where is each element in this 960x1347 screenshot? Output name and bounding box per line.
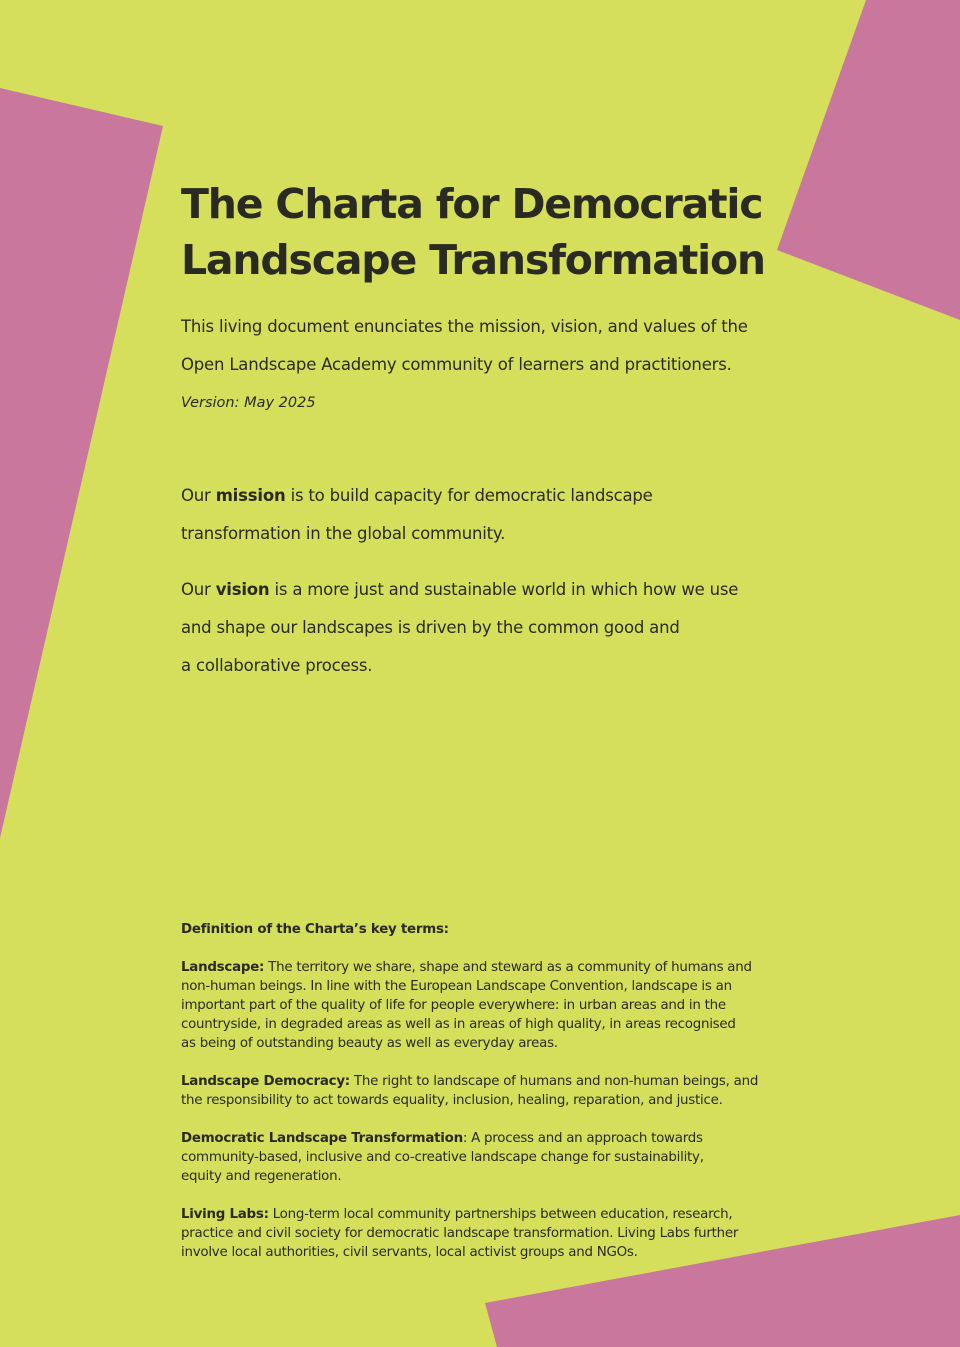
definition-landscape-line-4: countryside, in degraded areas as well as in areas of high quality, in areas recognised — [181, 1017, 736, 1032]
document-title — [181, 176, 821, 288]
vision-line-3: a collaborative process. — [181, 656, 373, 675]
mission-post: is to build capacity for democratic landscape — [285, 486, 653, 505]
definition-democratic-landscape-transformation — [181, 1129, 811, 1186]
definition-living-labs-line-1 — [181, 1205, 811, 1224]
intro-line-2: Open Landscape Academy community of learners and practitioners. — [181, 355, 732, 374]
intro-line-1: This living document enunciates the mission, vision, and values of the — [181, 317, 748, 336]
definition-landscape-line-3: important part of the quality of life for people everywhere: in urban areas and in the — [181, 998, 726, 1013]
definition-dlt-line-1 — [181, 1129, 811, 1148]
term-landscape-democracy: Landscape Democracy: — [181, 1074, 350, 1089]
definitions-heading: Definition of the Charta’s key terms: — [181, 922, 449, 937]
definition-text: Long-term local community partnerships between education, research, — [268, 1207, 733, 1222]
definition-text: The right to landscape of humans and non-human beings, and — [349, 1074, 759, 1089]
definition-living-labs-line-2: practice and civil society for democratic landscape transformation. Living Labs further — [181, 1226, 739, 1241]
definition-landscape-line-1 — [181, 958, 811, 977]
definition-text: : A process and an approach towards — [462, 1131, 703, 1146]
version-label: Version: May 2025 — [181, 395, 316, 411]
intro-paragraph — [181, 308, 821, 384]
vision-line-2: and shape our landscapes is driven by the common good and — [181, 618, 680, 637]
vision-statement — [181, 571, 821, 685]
pink-shape-left — [0, 88, 163, 838]
definition-landscape-line-2: non-human beings. In line with the European Landscape Convention, landscape is an — [181, 979, 732, 994]
definition-landscape — [181, 958, 811, 1053]
definition-dlt-line-3: equity and regeneration. — [181, 1169, 342, 1184]
title-line-1: The Charta for Democratic — [181, 180, 763, 228]
mission-keyword: mission — [215, 486, 286, 505]
vision-post: is a more just and sustainable world in which how we use — [269, 580, 739, 599]
mission-line-2: transformation in the global community. — [181, 524, 506, 543]
term-democratic-landscape-transformation: Democratic Landscape Transformation — [181, 1131, 463, 1146]
term-landscape: Landscape: — [181, 960, 265, 975]
definition-living-labs — [181, 1205, 811, 1262]
vision-keyword: vision — [215, 580, 270, 599]
mission-statement — [181, 477, 821, 553]
definition-dlt-line-2: community-based, inclusive and co-creative landscape change for sustainability, — [181, 1150, 704, 1165]
vision-line-1 — [181, 571, 821, 609]
mission-line-1 — [181, 477, 821, 515]
definitions-section — [181, 920, 811, 1281]
definition-landscape-democracy-line-1 — [181, 1072, 811, 1091]
definition-living-labs-line-3: involve local authorities, civil servants, local activist groups and NGOs. — [181, 1245, 638, 1260]
vision-pre: Our — [181, 580, 216, 599]
definition-text: The territory we share, shape and steward as a community of humans and — [264, 960, 752, 975]
title-line-2: Landscape Transformation — [181, 236, 765, 284]
mission-pre: Our — [181, 486, 216, 505]
term-living-labs: Living Labs: — [181, 1207, 269, 1222]
definition-landscape-democracy-line-2: the responsibility to act towards equality, inclusion, healing, reparation, and justice. — [181, 1093, 723, 1108]
definition-landscape-line-5: as being of outstanding beauty as well as everyday areas. — [181, 1036, 558, 1051]
definition-landscape-democracy — [181, 1072, 811, 1110]
